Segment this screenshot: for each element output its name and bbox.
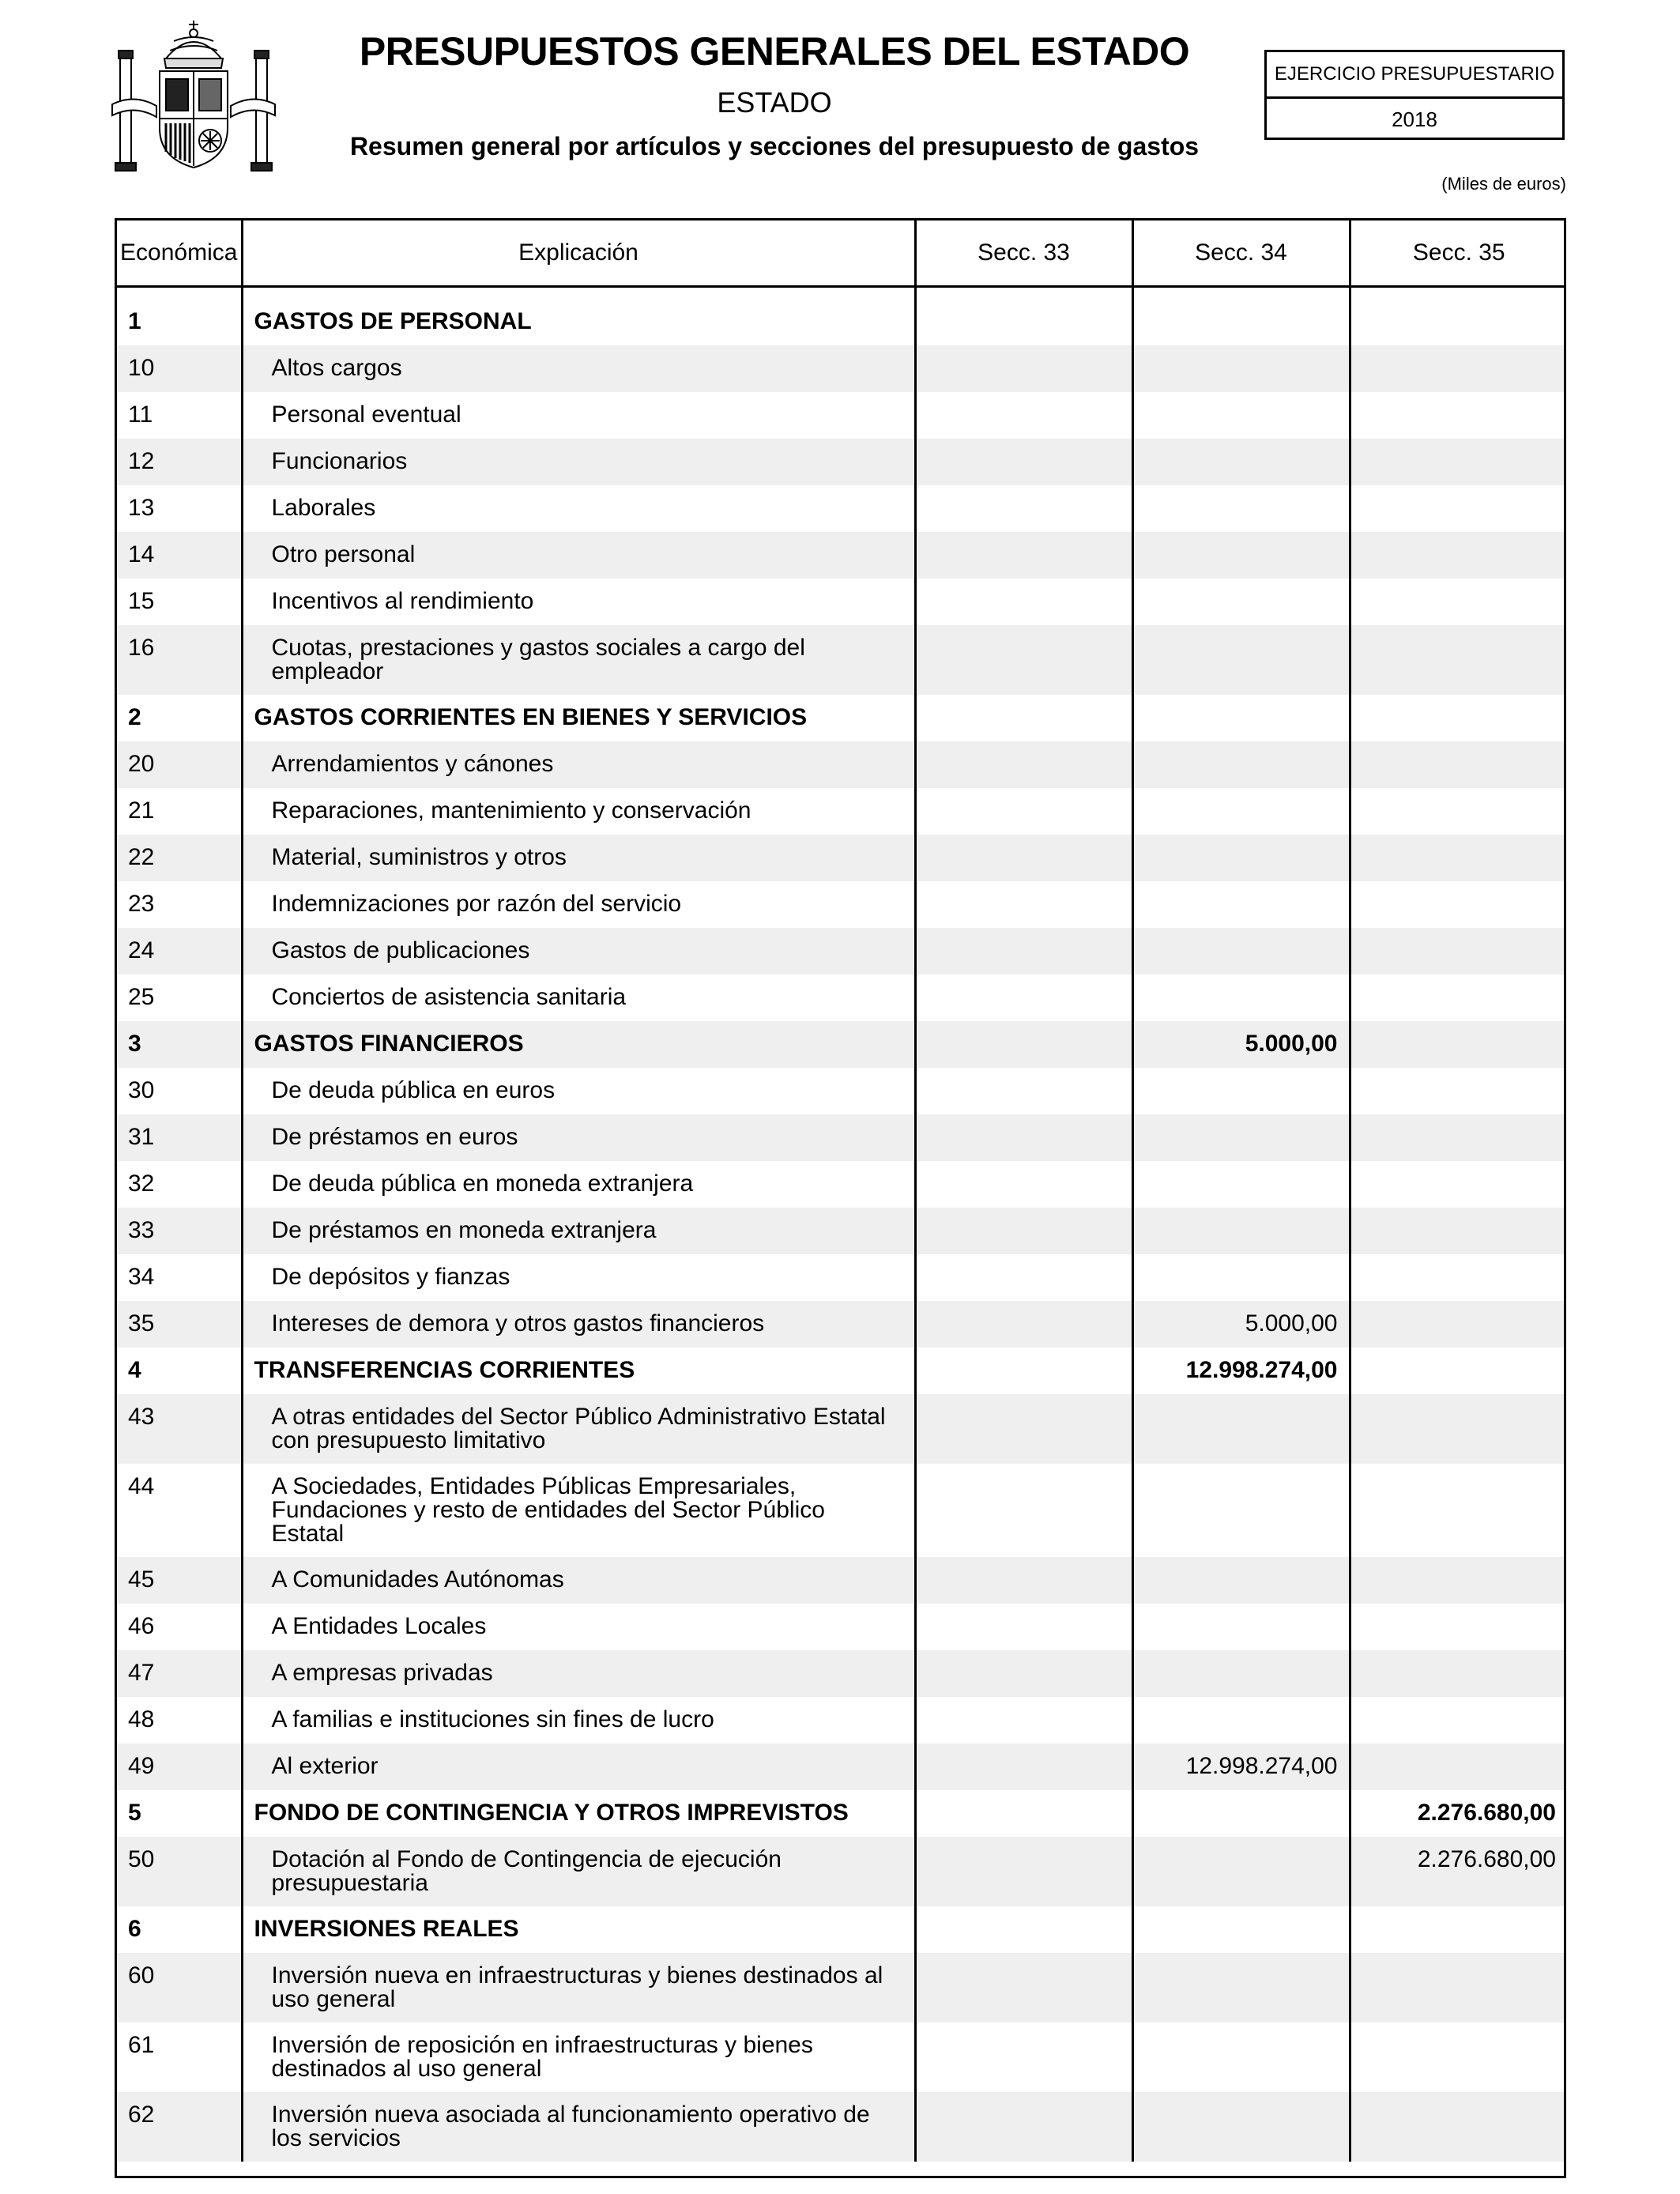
cell-economica: 50 <box>117 1837 242 1906</box>
cell-economica: 5 <box>128 1800 141 1826</box>
table-row <box>117 788 1566 835</box>
cell-economica: 49 <box>117 1744 242 1790</box>
budget-table-frame <box>115 218 1566 2178</box>
table-row <box>117 2092 1566 2162</box>
cell-secc-33 <box>915 1301 1132 1348</box>
cell-economica: 44 <box>128 1473 155 1499</box>
cell-explicacion: A Sociedades, Entidades Públicas Empresariales, Fundaciones y resto de entidades del Sector Público Estatal <box>242 1464 915 1557</box>
cell-secc-34 <box>1132 1254 1350 1301</box>
budget-table <box>117 221 1566 2162</box>
cell-explicacion: Funcionarios <box>242 439 915 485</box>
cell-secc-35 <box>1350 835 1566 881</box>
cell-secc-33 <box>915 1394 1132 1464</box>
cell-explicacion: GASTOS CORRIENTES EN BIENES Y SERVICIOS <box>242 695 915 741</box>
cell-secc-35: 2.276.680,00 <box>1350 1790 1566 1837</box>
cell-secc-34 <box>1132 439 1350 485</box>
cell-explicacion: Inversión nueva asociada al funcionamiento operativo de los servicios <box>242 2092 915 2162</box>
cell-secc-33 <box>915 1837 1132 1906</box>
cell-secc-33 <box>915 439 1132 485</box>
table-row <box>117 1394 1566 1464</box>
cell-explicacion: Conciertos de asistencia sanitaria <box>242 974 915 1021</box>
cell-economica: 2 <box>128 704 141 730</box>
cell-economica: 20 <box>117 741 242 788</box>
column-header-secc-35: Secc. 35 <box>1350 221 1566 287</box>
cell-explicacion: GASTOS FINANCIEROS <box>242 1021 915 1068</box>
cell-explicacion: De deuda pública en moneda extranjera <box>242 1161 915 1208</box>
cell-secc-33 <box>915 1790 1132 1837</box>
cell-secc-33 <box>915 788 1132 835</box>
cell-secc-35 <box>1350 1021 1566 1068</box>
table-row <box>117 299 1566 345</box>
cell-explicacion: Incentivos al rendimiento <box>242 579 915 625</box>
header <box>300 24 1249 164</box>
table-row <box>117 1604 1566 1650</box>
cell-secc-35 <box>1350 485 1566 532</box>
cell-secc-35 <box>1350 625 1566 695</box>
table-row <box>117 345 1566 392</box>
cell-secc-33 <box>915 1114 1132 1161</box>
cell-secc-35 <box>1350 1464 1566 1557</box>
page-description: Resumen general por artículos y secciones del presupuesto de gastos <box>349 132 1200 160</box>
cell-explicacion: De préstamos en moneda extranjera <box>242 1208 915 1254</box>
cell-explicacion: De préstamos en euros <box>242 1114 915 1161</box>
cell-secc-35 <box>1350 1301 1566 1348</box>
cell-secc-35 <box>1350 1068 1566 1114</box>
cell-explicacion: Altos cargos <box>242 345 915 392</box>
cell-secc-33 <box>915 392 1132 439</box>
cell-secc-35: 2.276.680,00 <box>1350 1837 1566 1906</box>
cell-explicacion: Dotación al Fondo de Contingencia de ejecución presupuestaria <box>242 1837 915 1906</box>
cell-secc-35 <box>1350 345 1566 392</box>
cell-explicacion: Gastos de publicaciones <box>242 928 915 974</box>
table-row <box>117 579 1566 625</box>
cell-secc-35 <box>1350 695 1566 741</box>
table-row <box>117 1650 1566 1697</box>
table-row <box>117 439 1566 485</box>
cell-economica: 34 <box>128 1264 155 1290</box>
table-row <box>117 532 1566 579</box>
cell-secc-33 <box>915 1208 1132 1254</box>
cell-explicacion: De depósitos y fianzas <box>242 1254 915 1301</box>
cell-secc-34 <box>1132 579 1350 625</box>
cell-secc-33 <box>915 974 1132 1021</box>
cell-secc-34 <box>1132 928 1350 974</box>
table-spacer-row <box>117 287 1566 300</box>
page-subtitle: ESTADO <box>717 86 832 119</box>
cell-explicacion: A otras entidades del Sector Público Administrativo Estatal con presupuesto limitativo <box>242 1394 915 1464</box>
cell-explicacion: A Comunidades Autónomas <box>242 1557 915 1604</box>
cell-secc-35 <box>1350 2092 1566 2162</box>
cell-secc-33 <box>915 1557 1132 1604</box>
cell-secc-33 <box>915 1697 1132 1744</box>
cell-secc-34 <box>1132 345 1350 392</box>
cell-explicacion: A empresas privadas <box>242 1650 915 1697</box>
cell-secc-34 <box>1132 741 1350 788</box>
cell-secc-33 <box>915 1254 1132 1301</box>
cell-secc-34: 5.000,00 <box>1132 1021 1350 1068</box>
table-row <box>117 741 1566 788</box>
cell-secc-34 <box>1132 1697 1350 1744</box>
table-row <box>117 1837 1566 1906</box>
cell-secc-35 <box>1350 1394 1566 1464</box>
cell-economica: 23 <box>128 891 155 917</box>
table-row <box>117 485 1566 532</box>
column-header-explicacion: Explicación <box>242 221 915 287</box>
cell-secc-35 <box>1350 1348 1566 1394</box>
table-row <box>117 1068 1566 1114</box>
cell-economica: 45 <box>117 1557 242 1604</box>
cell-secc-33 <box>915 1650 1132 1697</box>
cell-secc-33 <box>915 2092 1132 2162</box>
cell-economica: 31 <box>117 1114 242 1161</box>
table-row <box>117 974 1566 1021</box>
cell-explicacion: Personal eventual <box>242 392 915 439</box>
cell-economica: 48 <box>128 1706 155 1732</box>
cell-secc-34 <box>1132 1068 1350 1114</box>
cell-economica: 14 <box>117 532 242 579</box>
cell-economica: 30 <box>128 1077 155 1103</box>
table-row <box>117 835 1566 881</box>
cell-secc-33 <box>915 299 1132 345</box>
cell-secc-35 <box>1350 928 1566 974</box>
cell-economica: 24 <box>117 928 242 974</box>
cell-secc-34 <box>1132 1208 1350 1254</box>
cell-secc-33 <box>915 532 1132 579</box>
cell-secc-34 <box>1132 1837 1350 1906</box>
cell-secc-33 <box>915 881 1132 928</box>
cell-explicacion: Laborales <box>242 485 915 532</box>
cell-explicacion: Inversión de reposición en infraestructuras y bienes destinados al uso general <box>242 2022 915 2092</box>
cell-economica: 10 <box>117 345 242 392</box>
cell-secc-34: 5.000,00 <box>1132 1301 1350 1348</box>
cell-secc-34 <box>1132 788 1350 835</box>
cell-secc-33 <box>915 928 1132 974</box>
cell-secc-33 <box>915 1604 1132 1650</box>
cell-economica: 13 <box>128 495 155 521</box>
cell-secc-33 <box>915 485 1132 532</box>
cell-explicacion: INVERSIONES REALES <box>242 1906 915 1953</box>
cell-economica: 35 <box>117 1301 242 1348</box>
table-row <box>117 1161 1566 1208</box>
cell-secc-35 <box>1350 1114 1566 1161</box>
cell-secc-34 <box>1132 1953 1350 2022</box>
cell-secc-34 <box>1132 485 1350 532</box>
cell-secc-34 <box>1132 2022 1350 2092</box>
cell-secc-34 <box>1132 1394 1350 1464</box>
cell-secc-33 <box>915 1464 1132 1557</box>
cell-secc-34 <box>1132 1906 1350 1953</box>
cell-explicacion: TRANSFERENCIAS CORRIENTES <box>242 1348 915 1394</box>
column-header-secc-34: Secc. 34 <box>1132 221 1350 287</box>
cell-explicacion: A Entidades Locales <box>242 1604 915 1650</box>
cell-secc-34 <box>1132 2092 1350 2162</box>
table-row <box>117 1301 1566 1348</box>
cell-economica: 15 <box>128 588 155 614</box>
table-row <box>117 928 1566 974</box>
cell-secc-34 <box>1132 1604 1350 1650</box>
cell-secc-35 <box>1350 1650 1566 1697</box>
cell-secc-34 <box>1132 625 1350 695</box>
cell-economica: 16 <box>117 625 242 695</box>
cell-secc-35 <box>1350 1161 1566 1208</box>
page-title: PRESUPUESTOS GENERALES DEL ESTADO <box>359 29 1190 74</box>
cell-secc-33 <box>915 2022 1132 2092</box>
cell-secc-33 <box>915 741 1132 788</box>
cell-secc-34 <box>1132 835 1350 881</box>
cell-secc-34 <box>1132 1557 1350 1604</box>
cell-secc-34 <box>1132 1790 1350 1837</box>
table-row <box>117 1348 1566 1394</box>
cell-explicacion: Indemnizaciones por razón del servicio <box>242 881 915 928</box>
table-header-row <box>117 221 1566 287</box>
cell-explicacion: De deuda pública en euros <box>242 1068 915 1114</box>
cell-economica: 25 <box>128 984 155 1010</box>
cell-economica: 12 <box>117 439 242 485</box>
cell-secc-35 <box>1350 579 1566 625</box>
ejercicio-year: 2018 <box>1392 107 1437 131</box>
cell-economica: 62 <box>117 2092 242 2162</box>
table-row <box>117 1254 1566 1301</box>
cell-secc-33 <box>915 695 1132 741</box>
cell-secc-33 <box>915 1348 1132 1394</box>
cell-secc-33 <box>915 345 1132 392</box>
cell-explicacion: Material, suministros y otros <box>242 835 915 881</box>
cell-explicacion: Arrendamientos y cánones <box>242 741 915 788</box>
cell-secc-33 <box>915 1953 1132 2022</box>
table-row <box>117 1464 1566 1557</box>
cell-secc-34 <box>1132 1650 1350 1697</box>
table-row <box>117 2022 1566 2092</box>
cell-economica: 61 <box>128 2032 155 2058</box>
cell-secc-35 <box>1350 741 1566 788</box>
cell-economica: 46 <box>128 1613 155 1639</box>
table-row <box>117 1557 1566 1604</box>
cell-secc-33 <box>915 1906 1132 1953</box>
cell-economica: 43 <box>117 1394 242 1464</box>
table-row <box>117 881 1566 928</box>
cell-secc-35 <box>1350 299 1566 345</box>
cell-secc-35 <box>1350 1906 1566 1953</box>
cell-secc-35 <box>1350 881 1566 928</box>
cell-economica: 4 <box>128 1357 141 1383</box>
cell-secc-34: 12.998.274,00 <box>1132 1348 1350 1394</box>
cell-secc-35 <box>1350 974 1566 1021</box>
cell-economica: 22 <box>117 835 242 881</box>
cell-secc-35 <box>1350 532 1566 579</box>
cell-economica: 6 <box>128 1916 141 1942</box>
cell-explicacion: Al exterior <box>242 1744 915 1790</box>
table-row <box>117 1114 1566 1161</box>
cell-secc-35 <box>1350 392 1566 439</box>
cell-secc-35 <box>1350 1254 1566 1301</box>
units-note: (Miles de euros) <box>1441 174 1566 194</box>
column-header-secc-33: Secc. 33 <box>915 221 1132 287</box>
table-row <box>117 1790 1566 1837</box>
cell-secc-34 <box>1132 1114 1350 1161</box>
cell-secc-34 <box>1132 695 1350 741</box>
table-row <box>117 1697 1566 1744</box>
cell-secc-35 <box>1350 1208 1566 1254</box>
cell-secc-35 <box>1350 1604 1566 1650</box>
table-row <box>117 1021 1566 1068</box>
cell-explicacion: Otro personal <box>242 532 915 579</box>
table-row <box>117 1744 1566 1790</box>
cell-explicacion: GASTOS DE PERSONAL <box>242 299 915 345</box>
cell-secc-35 <box>1350 1744 1566 1790</box>
cell-economica: 1 <box>128 308 141 334</box>
cell-secc-34 <box>1132 1161 1350 1208</box>
cell-explicacion: Inversión nueva en infraestructuras y bienes destinados al uso general <box>242 1953 915 2022</box>
cell-explicacion: Reparaciones, mantenimiento y conservación <box>242 788 915 835</box>
cell-secc-34: 12.998.274,00 <box>1132 1744 1350 1790</box>
table-row <box>117 1953 1566 2022</box>
cell-economica: 33 <box>117 1208 242 1254</box>
cell-economica: 60 <box>117 1953 242 2022</box>
ejercicio-label: EJERCICIO PRESUPUESTARIO <box>1267 52 1562 99</box>
cell-secc-35 <box>1350 1953 1566 2022</box>
table-row <box>117 695 1566 741</box>
cell-secc-33 <box>915 1068 1132 1114</box>
table-row <box>117 392 1566 439</box>
cell-explicacion: A familias e instituciones sin fines de lucro <box>242 1697 915 1744</box>
cell-secc-34 <box>1132 392 1350 439</box>
ejercicio-box <box>1264 50 1565 140</box>
table-body <box>117 287 1566 2162</box>
cell-secc-35 <box>1350 439 1566 485</box>
cell-economica: 47 <box>117 1650 242 1697</box>
cell-secc-35 <box>1350 1557 1566 1604</box>
cell-secc-34 <box>1132 1464 1350 1557</box>
cell-economica: 21 <box>128 797 155 824</box>
cell-explicacion: FONDO DE CONTINGENCIA Y OTROS IMPREVISTOS <box>242 1790 915 1837</box>
cell-economica: 11 <box>128 401 153 428</box>
cell-secc-33 <box>915 835 1132 881</box>
cell-secc-35 <box>1350 2022 1566 2092</box>
table-row <box>117 1208 1566 1254</box>
cell-secc-34 <box>1132 532 1350 579</box>
cell-economica: 3 <box>117 1021 242 1068</box>
cell-secc-33 <box>915 579 1132 625</box>
cell-secc-33 <box>915 625 1132 695</box>
coat-of-arms-logo <box>111 17 277 177</box>
cell-secc-33 <box>915 1744 1132 1790</box>
cell-secc-33 <box>915 1161 1132 1208</box>
cell-secc-35 <box>1350 788 1566 835</box>
cell-explicacion: Intereses de demora y otros gastos financieros <box>242 1301 915 1348</box>
cell-secc-34 <box>1132 881 1350 928</box>
cell-secc-33 <box>915 1021 1132 1068</box>
table-row <box>117 1906 1566 1953</box>
cell-secc-34 <box>1132 974 1350 1021</box>
table-row <box>117 625 1566 695</box>
cell-secc-34 <box>1132 299 1350 345</box>
cell-secc-35 <box>1350 1697 1566 1744</box>
cell-explicacion: Cuotas, prestaciones y gastos sociales a cargo del empleador <box>242 625 915 695</box>
column-header-economica: Económica <box>117 221 242 287</box>
cell-economica: 32 <box>128 1171 155 1197</box>
